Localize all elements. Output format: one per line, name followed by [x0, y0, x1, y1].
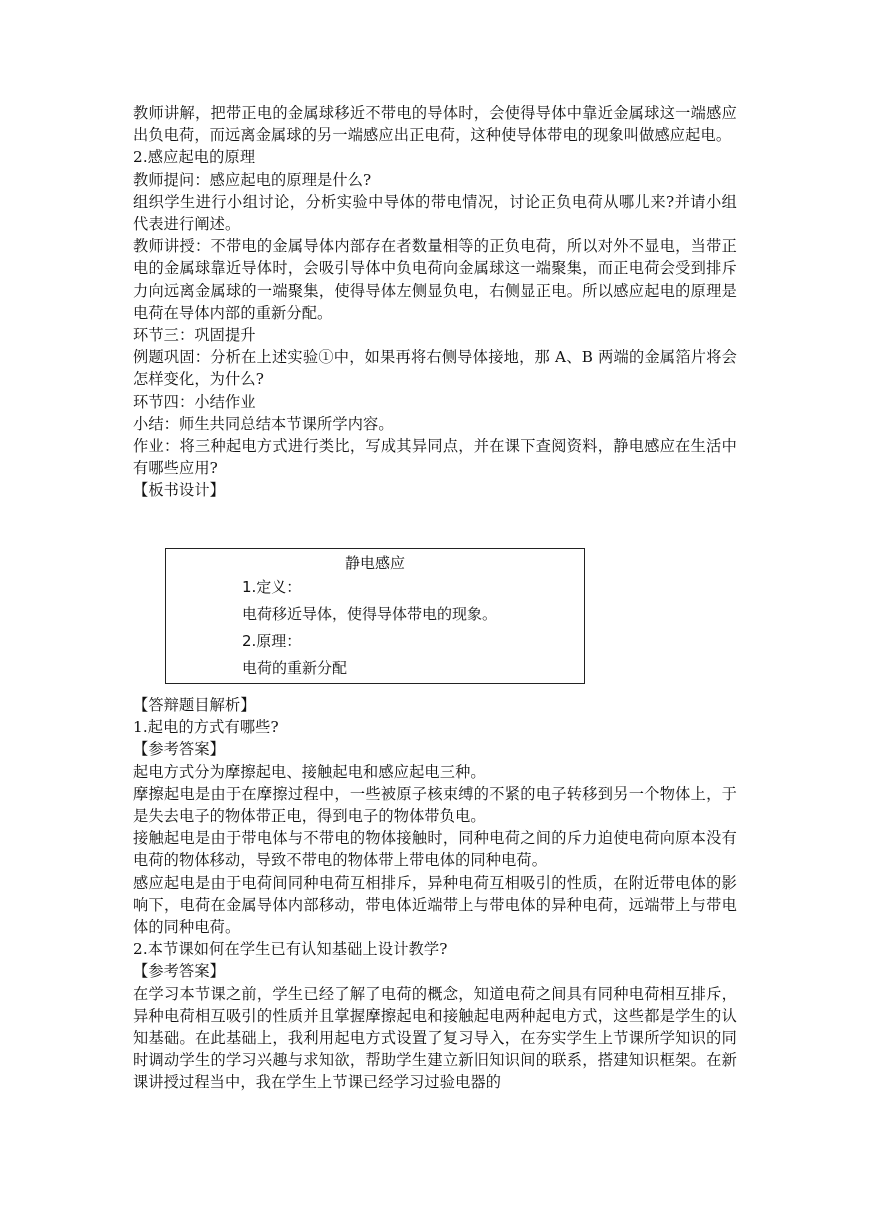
board-title: 静电感应 [344, 554, 405, 572]
board-definition-text: 电荷移近导体，使得导体带电的现象。 [242, 605, 498, 623]
paragraph-teacher-explanation: 教师讲解，把带正电的金属球移近不带电的导体时，会使得导体中靠近金属球这一端感应出负电荷，而远离金属球的另一端感应出正电荷，这种使导体带电的现象叫做感应起电。 [133, 104, 737, 145]
heading-stage-three: 环节三：巩固提升 [133, 326, 256, 345]
paragraph-friction-charging: 摩擦起电是由于在摩擦过程中，一些被原子核束缚的不紧的电子转移到另一个物体上，于是失去电子的物体带正电，得到电子的物体带负电。 [133, 784, 737, 826]
paragraph-contact-charging: 接触起电是由于带电体与不带电的物体接触时，同种电荷之间的斥力迫使电荷向原本没有电荷的物体移动，导致不带电的物体带上带电体的同种电荷。 [133, 829, 737, 870]
heading-defense-analysis: 【答辩题目解析】 [133, 696, 256, 714]
heading-reference-answer-one: 【参考答案】 [133, 740, 226, 759]
lesson-text-bottom [133, 694, 737, 1094]
paragraph-induction-charging: 感应起电是由于电荷间同种电荷互相排斥，异种电荷互相吸引的性质，在附近带电体的影响下，电荷在金属导体内部移动，带电体近端带上与带电体的异种电荷，远端带上与带电体的同种电荷。 [133, 873, 737, 937]
heading-reference-answer-two: 【参考答案】 [133, 962, 226, 981]
paragraph-charging-methods: 起电方式分为摩擦起电、接触起电和感应起电三种。 [133, 762, 486, 781]
board-definition-heading: 1.定义： [242, 578, 302, 596]
paragraph-group-discussion: 组织学生进行小组讨论，分析实验中导体的带电情况，讨论正负电荷从哪儿来?并请小组代表进行阐述。 [133, 192, 737, 234]
blackboard-design-box [165, 548, 585, 684]
paragraph-homework: 作业：将三种起电方式进行类比，写成其异同点，并在课下查阅资料，静电感应在生活中有哪些应用? [133, 437, 737, 478]
paragraph-summary: 小结：师生共同总结本节课所学内容。 [133, 414, 394, 433]
paragraph-teacher-lecture: 教师讲授：不带电的金属导体内部存在者数量相等的正负电荷，所以对外不显电，当带正电的金属球靠近导体时，会吸引导体中负电荷向金属球这一端聚集，而正电荷会受到排斥力向远离金属球的一端聚集，使得导体左侧显负电，右侧显正电。所以感应起电的原理是电荷在导体内部的重新分配。 [133, 237, 737, 322]
heading-board-design: 【板书设计】 [133, 481, 226, 500]
heading-stage-four: 环节四：小结作业 [133, 392, 256, 411]
question-two: 2.本节课如何在学生已有认知基础上设计教学? [133, 940, 448, 959]
board-principle-text: 电荷的重新分配 [242, 659, 348, 677]
board-principle-heading: 2.原理： [242, 632, 302, 650]
heading-induction-principle: 2.感应起电的原理 [133, 148, 256, 167]
paragraph-teaching-design: 在学习本节课之前，学生已经了解了电荷的概念，知道电荷之间具有同种电荷相互排斥，异种电荷相互吸引的性质并且掌握摩擦起电和接触起电两种起电方式，这些都是学生的认知基础。在此基础上，我利用起电方式设置了复习导入，在夯实学生上节课所学知识的同时调动学生的学习兴趣与求知欲，帮助学生建立新旧知识间的联系，搭建知识框架。在新课讲授过程当中，我在学生上节课已经学习过验电器的 [133, 984, 737, 1092]
lesson-text-top [133, 102, 737, 502]
paragraph-example-exercise: 例题巩固：分析在上述实验①中，如果再将右侧导体接地，那 A、B 两端的金属箔片将会怎样变化，为什么? [133, 348, 737, 389]
question-one: 1.起电的方式有哪些? [133, 718, 279, 737]
paragraph-teacher-question: 教师提问：感应起电的原理是什么? [133, 170, 372, 189]
